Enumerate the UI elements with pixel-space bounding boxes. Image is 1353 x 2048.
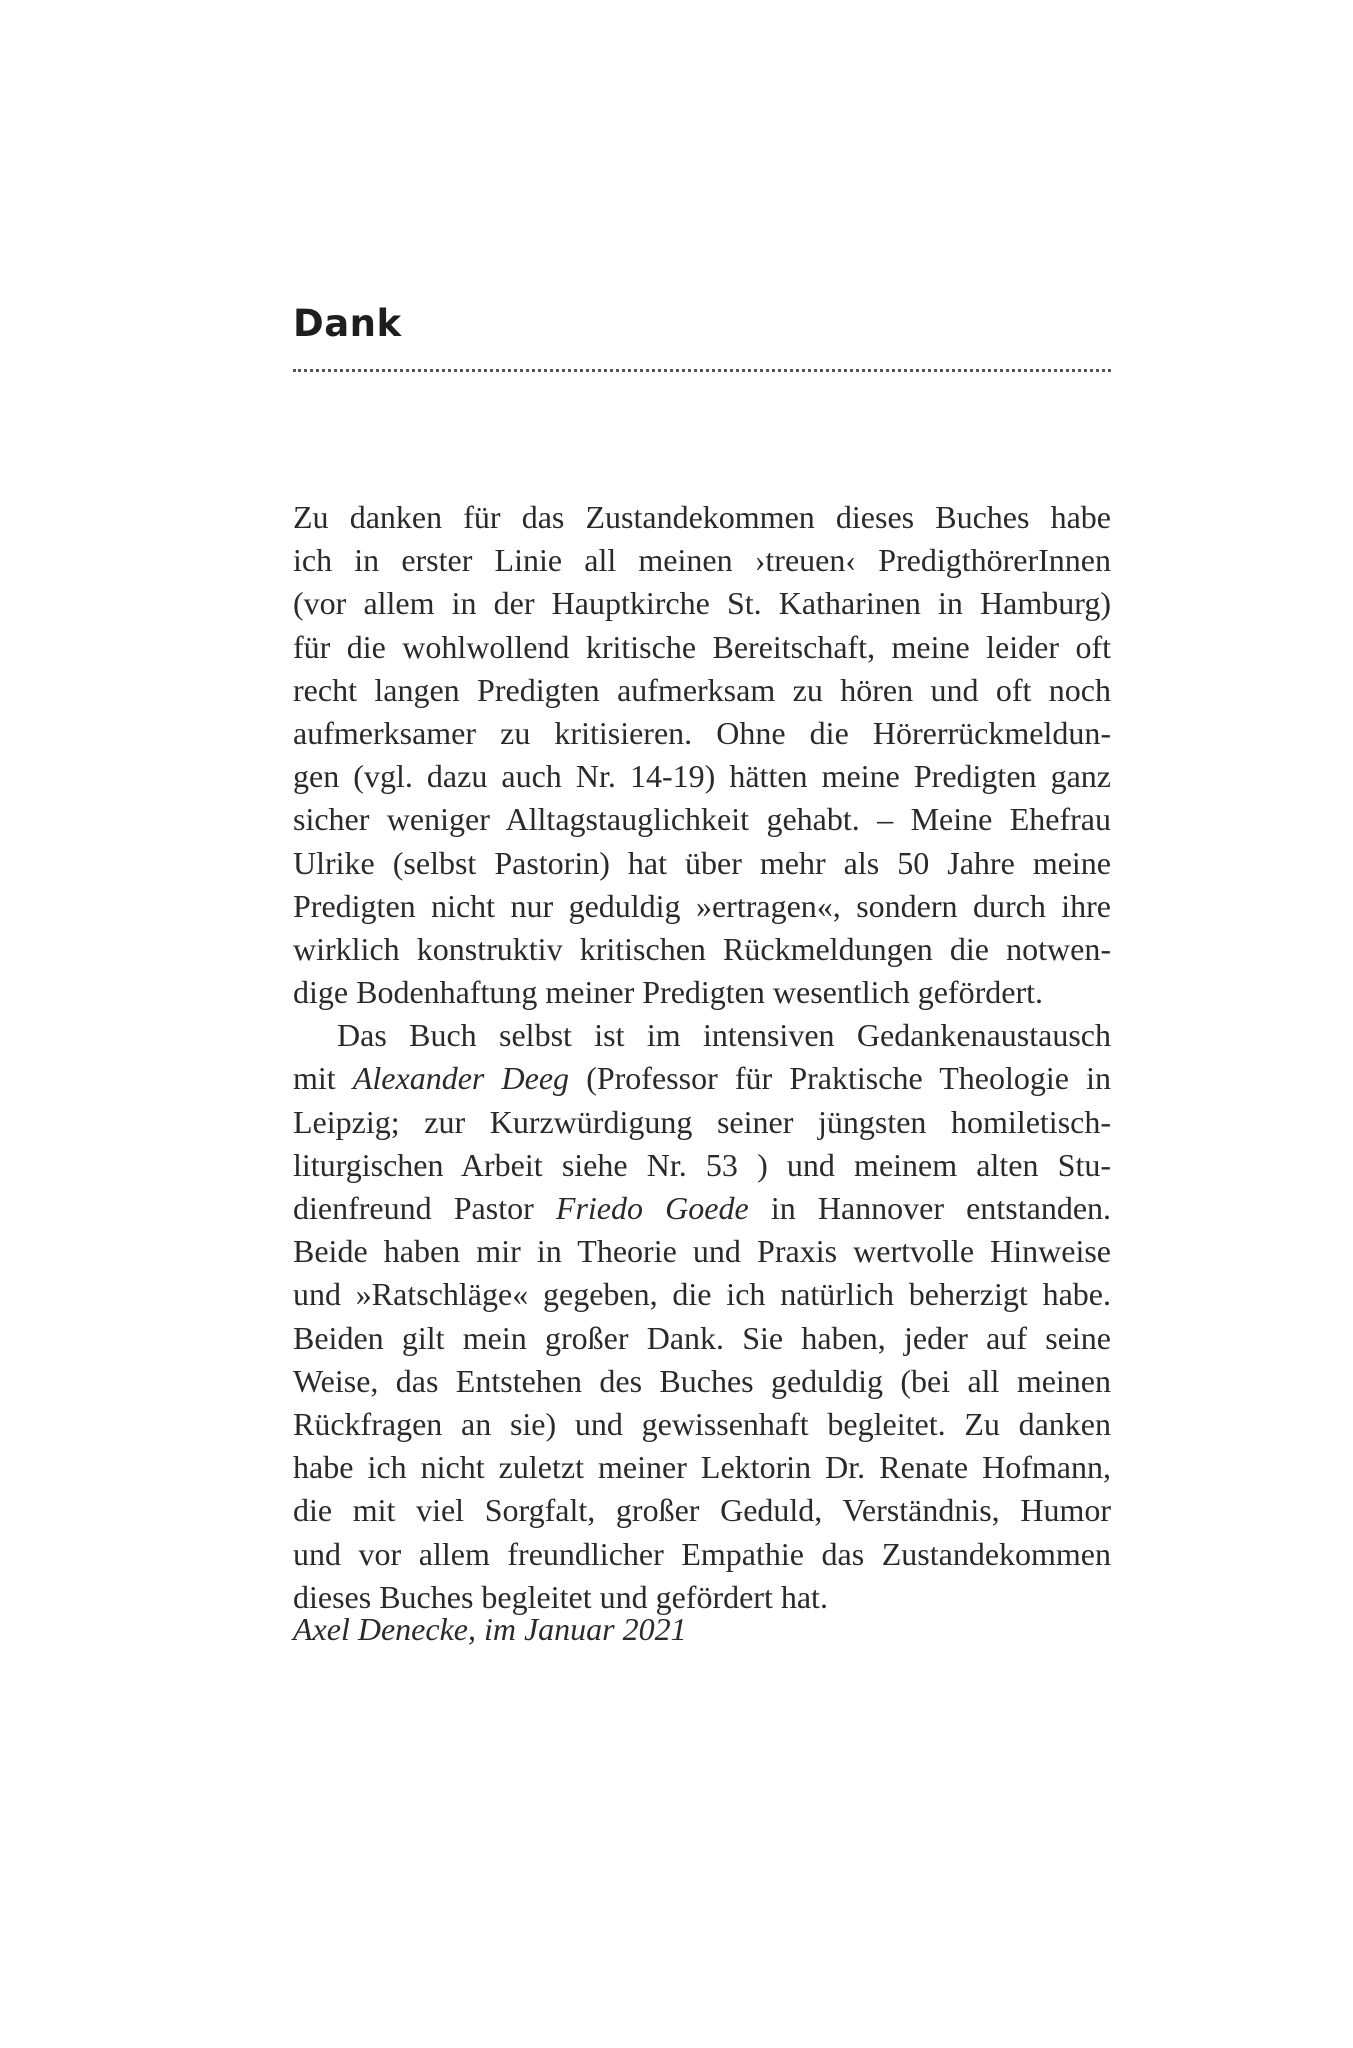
- text-line: recht langen Predigten aufmerksam zu hören und oft noch: [293, 671, 1111, 708]
- text-line: Predigten nicht nur geduldig »ertragen«, sondern durch ihre: [293, 887, 1111, 924]
- text-line: Das Buch selbst ist im intensiven Gedankenaustausch: [337, 1017, 1111, 1054]
- person-name: Alexander Deeg: [352, 1060, 570, 1097]
- acknowledgement-text: [293, 496, 1111, 1619]
- text-line: Beide haben mir in Theorie und Praxis wertvolle Hinweise: [293, 1233, 1111, 1270]
- text-line: wirklich konstruktiv kritischen Rückmeldungen die notwen-: [293, 930, 1111, 967]
- text-line: ich in erster Linie all meinen ›treuen‹ PredigthörerInnen: [293, 542, 1111, 579]
- text-line: für die wohlwollend kritische Bereitschaft, meine leider oft: [293, 628, 1111, 665]
- paragraph-2: [293, 1014, 1111, 1619]
- paragraph-1: [293, 496, 1111, 1014]
- text-line: liturgischen Arbeit siehe Nr. 53 ) und meinem alten Stu-: [293, 1146, 1111, 1183]
- text-line: sicher weniger Alltagstauglichkeit gehabt. – Meine Ehefrau: [293, 801, 1111, 838]
- text-line: [293, 1187, 1111, 1230]
- text-line: habe ich nicht zuletzt meiner Lektorin Dr. Renate Hofmann,: [293, 1449, 1111, 1486]
- signature-line: Axel Denecke, im Januar 2021: [293, 1611, 687, 1647]
- text-fragment: mit: [293, 1060, 353, 1097]
- text-line: dieses Buches begleitet und gefördert hat.: [293, 1578, 828, 1615]
- text-line: Zu danken für das Zustandekommen dieses Buches habe: [293, 499, 1111, 535]
- text-line: Leipzig; zur Kurzwürdigung seiner jüngsten homiletisch-: [293, 1103, 1111, 1140]
- text-line: und vor allem freundlicher Empathie das Zustandekommen: [293, 1535, 1111, 1572]
- text-line: und »Ratschläge« gegeben, die ich natürlich beherzigt habe.: [293, 1276, 1111, 1313]
- text-line: Ulrike (selbst Pastorin) hat über mehr als 50 Jahre meine: [293, 844, 1111, 881]
- text-line: [293, 1057, 1111, 1100]
- dotted-divider: [293, 369, 1111, 372]
- text-line: Beiden gilt mein großer Dank. Sie haben, jeder auf seine: [293, 1319, 1111, 1356]
- person-name: Friedo Goede: [555, 1190, 749, 1226]
- text-line: (vor allem in der Hauptkirche St. Katharinen in Hamburg): [293, 585, 1111, 622]
- text-line: Weise, das Entstehen des Buches geduldig (bei all meinen: [293, 1362, 1111, 1399]
- text-line: die mit viel Sorgfalt, großer Geduld, Verständnis, Humor: [293, 1492, 1111, 1529]
- text-line: dige Bodenhaftung meiner Predigten wesentlich gefördert.: [293, 974, 1043, 1011]
- text-line: Rückfragen an sie) und gewissenhaft begleitet. Zu danken: [293, 1405, 1111, 1442]
- text-line: gen (vgl. dazu auch Nr. 14-19) hätten meine Predigten ganz: [293, 758, 1111, 795]
- text-fragment: (Professor für Praktische Theologie in: [569, 1060, 1112, 1097]
- text-line: aufmerksamer zu kritisieren. Ohne die Hörerrückmeldun-: [293, 714, 1111, 751]
- text-fragment: dienfreund Pastor: [293, 1190, 556, 1226]
- text-fragment: in Hannover entstanden.: [748, 1190, 1112, 1226]
- page-title: Dank: [293, 302, 402, 345]
